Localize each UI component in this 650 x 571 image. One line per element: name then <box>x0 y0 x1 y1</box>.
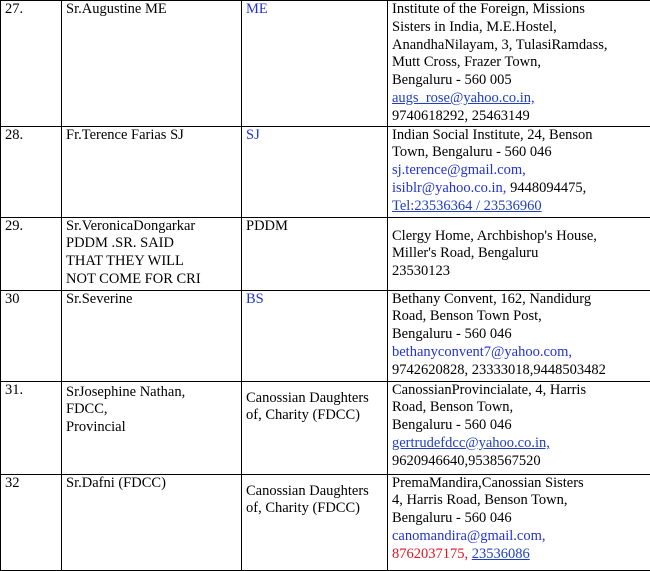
contact-name: Sr.VeronicaDongarkar PDDM .SR. SAID THAT THEY WILL NOT COME FOR CRI <box>62 217 242 290</box>
row-number: 28. <box>1 126 62 217</box>
congregation: PDDM <box>242 217 388 290</box>
contact-name: Fr.Terence Farias SJ <box>62 126 242 217</box>
congregation: SJ <box>242 126 388 217</box>
email-link[interactable]: bethanyconvent7@yahoo.com, <box>392 344 650 362</box>
email-link[interactable]: isiblr@yahoo.co.in, <box>392 180 506 196</box>
row-number: 27. <box>1 1 62 127</box>
address-cell: CanossianProvincialate, 4, Harris Road, Benson Town, Bengaluru - 560 046 gertrudefdcc@yahoo.co.in, 9620946640,9538567520 <box>388 381 650 474</box>
phone-text: 8762037175, <box>392 546 468 562</box>
contact-name: Sr.Dafni (FDCC) <box>62 474 242 570</box>
contact-name: SrJosephine Nathan, FDCC, Provincial <box>62 381 242 474</box>
table-row <box>1 474 650 570</box>
contact-name: Sr.Severine <box>62 290 242 381</box>
congregation: ME <box>242 1 388 127</box>
congregation: Canossian Daughters of, Charity (FDCC) <box>242 474 388 570</box>
address-cell: Bethany Convent, 162, Nandidurg Road, Benson Town Post, Bengaluru - 560 046 bethanyconvent7@yahoo.com, 9742620828, 23333018,9448503482 <box>388 290 650 381</box>
address-cell: Clergy Home, Archbishop's House, Miller's Road, Bengaluru 23530123 <box>388 217 650 290</box>
address-cell: PremaMandira,Canossian Sisters 4, Harris Road, Benson Town, Bengaluru - 560 046 canomandira@gmail.com, 8762037175, 23536086 <box>388 474 650 570</box>
address-cell: Indian Social Institute, 24, Benson Town, Bengaluru - 560 046 sj.terence@gmail.com, isiblr@yahoo.co.in, 9448094475, Tel:23536364 / 23536960 <box>388 126 650 217</box>
email-link[interactable]: sj.terence@gmail.com, <box>392 162 650 180</box>
row-number: 32 <box>1 474 62 570</box>
table-row <box>1 217 650 290</box>
phone-text: 9742620828, 23333018,9448503482 <box>392 362 650 380</box>
table-row <box>1 290 650 381</box>
row-number: 30 <box>1 290 62 381</box>
table-row <box>1 381 650 474</box>
row-number: 29. <box>1 217 62 290</box>
congregation: Canossian Daughters of, Charity (FDCC) <box>242 381 388 474</box>
phone-text: 9740618292, 25463149 <box>392 108 650 126</box>
contact-name: Sr.Augustine ME <box>62 1 242 127</box>
row-number: 31. <box>1 381 62 474</box>
table-row <box>1 126 650 217</box>
phone-text: 9448094475, <box>506 180 586 196</box>
email-link[interactable]: augs_rose@yahoo.co.in, <box>392 90 650 108</box>
email-link[interactable]: gertrudefdcc@yahoo.co.in, <box>392 435 650 453</box>
phone-link[interactable]: Tel:23536364 / 23536960 <box>392 198 650 216</box>
table-row <box>1 1 650 127</box>
email-link[interactable]: canomandira@gmail.com, <box>392 528 650 546</box>
congregation: BS <box>242 290 388 381</box>
phone-text: 9620946640,9538567520 <box>392 453 650 471</box>
address-cell: Institute of the Foreign, Missions Sisters in India, M.E.Hostel, AnandhaNilayam, 3, TulasiRamdass, Mutt Cross, Frazer Town, Bengaluru - 560 005 augs_rose@yahoo.co.in, 9740618292, 25463149 <box>388 1 650 127</box>
phone-link[interactable]: 23536086 <box>472 546 530 562</box>
